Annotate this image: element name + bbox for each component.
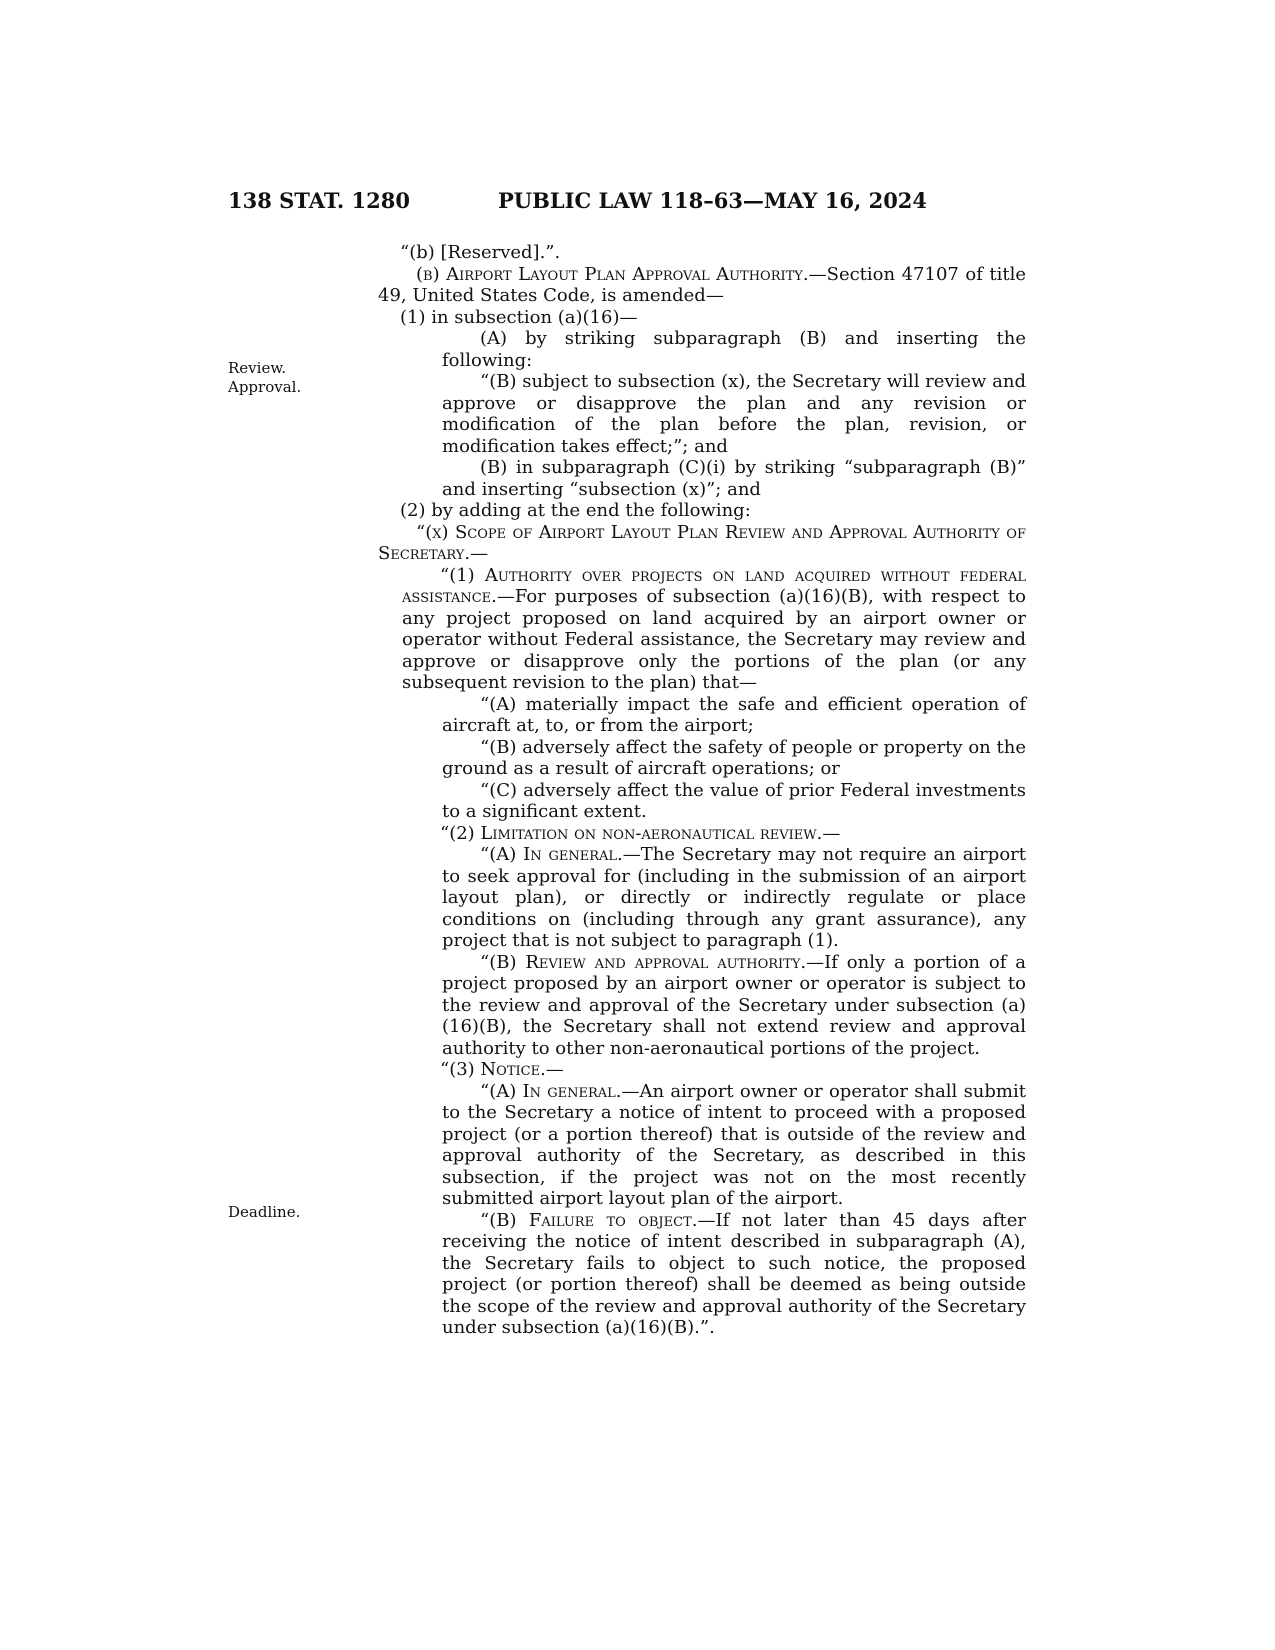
paragraph-quoted-B: “(B) subject to subsection (x), the Secretary will review and approve or disapprove the plan and any revision or modification of the plan before the plan, revision, or modification takes effect;”; and (442, 371, 1026, 457)
paragraph-1: (1) in subsection (a)(16)— (400, 306, 638, 328)
heading-in-general: “(A) In general. (480, 844, 623, 865)
statute-body (378, 242, 1026, 1339)
paragraph-x-1-A: “(A) materially impact the safe and efficient operation of aircraft at, to, or from the airport; (442, 693, 1026, 736)
heading-failure-to-object: “(B) Failure to object. (480, 1209, 698, 1231)
paragraph-b-airport-layout: (b) Airport Layout Plan Approval Authority.—Section 47107 of title 49, United States Code, is amended— (378, 263, 1026, 306)
heading-review-approval: “(B) Review and approval authority. (480, 951, 807, 973)
margin-note-deadline: Deadline. (228, 1203, 301, 1221)
paragraph-x-1-C: “(C) adversely affect the value of prior Federal investments to a significant extent. (442, 779, 1026, 822)
paragraph-x-scope: “(x) Scope of Airport Layout Plan Review and Approval Authority of Secretary.— (378, 521, 1026, 564)
paragraph-x-3-A: “(A) In general.—An airport owner or operator shall submit to the Secretary a notice of intent to proceed with a proposed project (or a portion thereof) that is outside of the review and approval authority of the Secretary, as described in this subsection, if the project was not on the most recently submitted airport layout plan of the airport. (442, 1080, 1026, 1209)
paragraph-1-B: (B) in subparagraph (C)(i) by striking “subparagraph (B)” and inserting “subsection (x)”; and (442, 457, 1026, 500)
paragraph-x-1: “(1) Authority over projects on land acquired without federal assistance.—For purposes of subsection (a)(16)(B), with respect to any project proposed on land acquired by an airport owner or operator without Federal assistance, the Secretary may review and approve or disapprove only the portions of the plan (or any subsequent revision to the plan) that— (402, 564, 1026, 693)
margin-note-approval: Approval. (228, 378, 302, 396)
paragraph-x-2: “(2) Limitation on non-aeronautical review.— (440, 822, 841, 844)
paragraph-2: (2) by adding at the end the following: (400, 500, 751, 521)
paragraph-x-3: “(3) Notice.— (440, 1059, 564, 1080)
heading-limitation: “(2) Limitation on non-aeronautical review. (440, 822, 823, 844)
margin-note-review: Review. (228, 359, 287, 377)
public-law-title: PUBLIC LAW 118–63—MAY 16, 2024 (498, 188, 928, 213)
heading-notice: “(3) Notice. (440, 1059, 546, 1080)
page-header (228, 188, 1028, 218)
paragraph-reserved: “(b) [Reserved].”. (400, 242, 561, 263)
paragraph-1-A: (A) by striking subparagraph (B) and inserting the following: (442, 328, 1026, 371)
stat-citation: 138 STAT. 1280 (228, 188, 410, 213)
heading-airport-layout: (b) Airport Layout Plan Approval Authority. (416, 263, 809, 285)
paragraph-x-2-A: “(A) In general.—The Secretary may not require an airport to seek approval for (including in the submission of an airport layout plan), or directly or indirectly regulate or place conditions on (including through any grant assurance), any project that is not subject to paragraph (1). (442, 844, 1026, 951)
heading-scope: “(x) Scope of Airport Layout Plan Review and Approval Authority of Secretary. (378, 521, 1026, 564)
heading-authority: “(1) Authority over projects on land acquired without federal assistance. (402, 564, 1026, 607)
paragraph-x-3-B: “(B) Failure to object.—If not later than 45 days after receiving the notice of intent described in subparagraph (A), the Secretary fails to object to such notice, the proposed project (or portion thereof) shall be deemed as being outside the scope of the review and approval authority of the Secretary under subsection (a)(16)(B).”. (442, 1209, 1027, 1338)
heading-in-general-notice: “(A) In general. (480, 1080, 622, 1102)
paragraph-x-1-B: “(B) adversely affect the safety of people or property on the ground as a result of aircraft operations; or (442, 736, 1026, 779)
paragraph-x-2-B: “(B) Review and approval authority.—If only a portion of a project proposed by an airport owner or operator is subject to the review and approval of the Secretary under subsection (a)(16)(B), the Secretary shall not extend review and approval authority to other non-aeronautical portions of the project. (442, 951, 1026, 1059)
